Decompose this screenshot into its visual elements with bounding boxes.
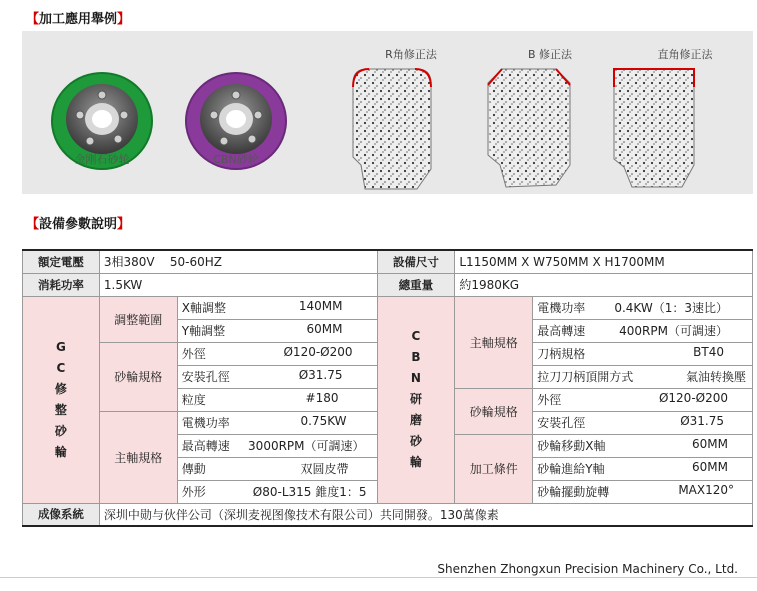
cbn-row [533, 457, 753, 480]
gc-row-value: #180 [305, 391, 339, 405]
cbn-row-value: 氣油转換壓 [685, 370, 746, 384]
power-value: 1.5KW [99, 273, 377, 296]
cbn-wheel-label: CBN砂轮 [213, 153, 259, 166]
gc-row-key: X軸調整 [181, 301, 226, 315]
cbn-row [533, 319, 753, 342]
weight-value: 約1980KG [455, 273, 753, 296]
method-label-r: R角修正法 [385, 48, 437, 61]
table-row [23, 296, 753, 319]
section-title-text: 加工應用舉例 [39, 12, 118, 27]
cbn-row-value: 60MM [692, 437, 728, 451]
cbn-row-value: Ø120-Ø200 [658, 391, 728, 405]
cbn-process-label: 加工條件 [455, 434, 533, 503]
gc-row-key: 最高轉速 [181, 439, 230, 453]
section-title-specs: 【設備參數說明】 [26, 217, 131, 232]
power-label: 消耗功率 [23, 273, 100, 296]
cbn-wheel-label: 砂輪規格 [455, 388, 533, 434]
gc-row-key: 安裝孔徑 [181, 370, 230, 384]
cbn-row [533, 342, 753, 365]
cbn-row-key: 砂輪進給Y軸 [537, 462, 605, 476]
gc-row [177, 365, 377, 388]
gc-row-key: 外徑 [181, 347, 206, 361]
cbn-row-value: 400RPM（可調速） [619, 324, 728, 338]
gc-row [177, 388, 377, 411]
cbn-row-value: Ø31.75 [680, 414, 724, 428]
gc-row [177, 457, 377, 480]
r-method-diagram [347, 65, 437, 193]
cbn-row-value: BT40 [693, 345, 724, 359]
diamond-wheel-label: 金刚石砂轮 [74, 153, 130, 166]
cbn-row-key: 砂輪移動X軸 [537, 439, 606, 453]
gc-row-value: 140MM [298, 299, 343, 313]
table-row [23, 503, 753, 526]
gc-row [177, 342, 377, 365]
imaging-label: 成像系統 [23, 503, 100, 526]
spec-table [22, 249, 753, 527]
cbn-row-value: 0.4KW（1：3速比） [614, 301, 728, 315]
gc-row [177, 319, 377, 342]
cbn-row-value: MAX120° [678, 483, 734, 497]
gc-row-key: 粒度 [181, 393, 206, 407]
applications-panel [22, 31, 753, 194]
rated-voltage-label: 額定電壓 [23, 250, 100, 273]
gc-row [177, 296, 377, 319]
cbn-row-key: 外徑 [537, 393, 562, 407]
cbn-row [533, 434, 753, 457]
gc-row-value: 3000RPM（可調速） [248, 439, 365, 453]
gc-row-value: 双圆皮帶 [300, 462, 349, 476]
cbn-row-key: 電機功率 [537, 301, 586, 315]
cbn-row-key: 刀柄規格 [537, 347, 586, 361]
gc-row-key: 傳動 [181, 462, 206, 476]
cbn-row [533, 411, 753, 434]
table-row [23, 273, 753, 296]
cbn-row-key: 最高轉速 [537, 324, 586, 338]
cbn-row [533, 388, 753, 411]
gc-adjust-label: 調整範圍 [99, 296, 177, 342]
weight-label: 總重量 [377, 273, 455, 296]
gc-wheel-label: 砂輪規格 [99, 342, 177, 411]
method-label-right-angle: 直角修正法 [657, 48, 713, 61]
gc-row-value: Ø120-Ø200 [283, 345, 353, 359]
cbn-row [533, 365, 753, 388]
size-value: L1150MM X W750MM X H1700MM [455, 250, 753, 273]
gc-row-key: 外形 [181, 485, 206, 499]
gc-row [177, 434, 377, 457]
gc-row-value: 0.75KW [300, 414, 347, 428]
right-angle-method-diagram [610, 65, 700, 193]
gc-spindle-label: 主軸規格 [99, 411, 177, 503]
gc-section-text: G C 修 整 砂 輪 [54, 339, 67, 459]
size-label: 設備尺寸 [377, 250, 455, 273]
table-row [23, 250, 753, 273]
section-title-applications: 【加工應用舉例】 [26, 12, 131, 27]
imaging-value: 深圳中勋与伙伴公司（深圳麦视图像技术有限公司）共同開發。130萬像素 [99, 503, 752, 526]
gc-row-key: 電機功率 [181, 416, 230, 430]
cbn-section-text: C B N 研 磨 砂 輪 [409, 329, 422, 469]
cbn-row-value: 60MM [692, 460, 728, 474]
cbn-row [533, 480, 753, 503]
gc-row-key: Y軸調整 [181, 324, 226, 338]
cbn-spindle-label: 主軸規格 [455, 296, 533, 388]
gc-row [177, 480, 377, 503]
footer-divider [0, 577, 757, 578]
gc-row-value: Ø31.75 [298, 368, 343, 382]
rated-voltage-value: 3相380V 50-60HZ [99, 250, 377, 273]
b-method-diagram [484, 65, 574, 193]
cbn-row-key: 拉刀刀柄頂開方式 [537, 370, 634, 384]
cbn-section-label [377, 296, 455, 503]
section-title-text: 設備參數說明 [39, 217, 118, 232]
gc-row-value: 60MM [306, 322, 343, 336]
gc-row [177, 411, 377, 434]
cbn-row-key: 砂輪擺動旋轉 [537, 485, 610, 499]
gc-row-value: Ø80-L315 錐度1：5 [252, 485, 367, 499]
company-footer: Shenzhen Zhongxun Precision Machinery Co., Ltd. [437, 562, 738, 576]
cbn-row [533, 296, 753, 319]
method-label-b: B 修正法 [527, 48, 573, 61]
gc-section-label [23, 296, 100, 503]
cbn-row-key: 安裝孔徑 [537, 416, 586, 430]
